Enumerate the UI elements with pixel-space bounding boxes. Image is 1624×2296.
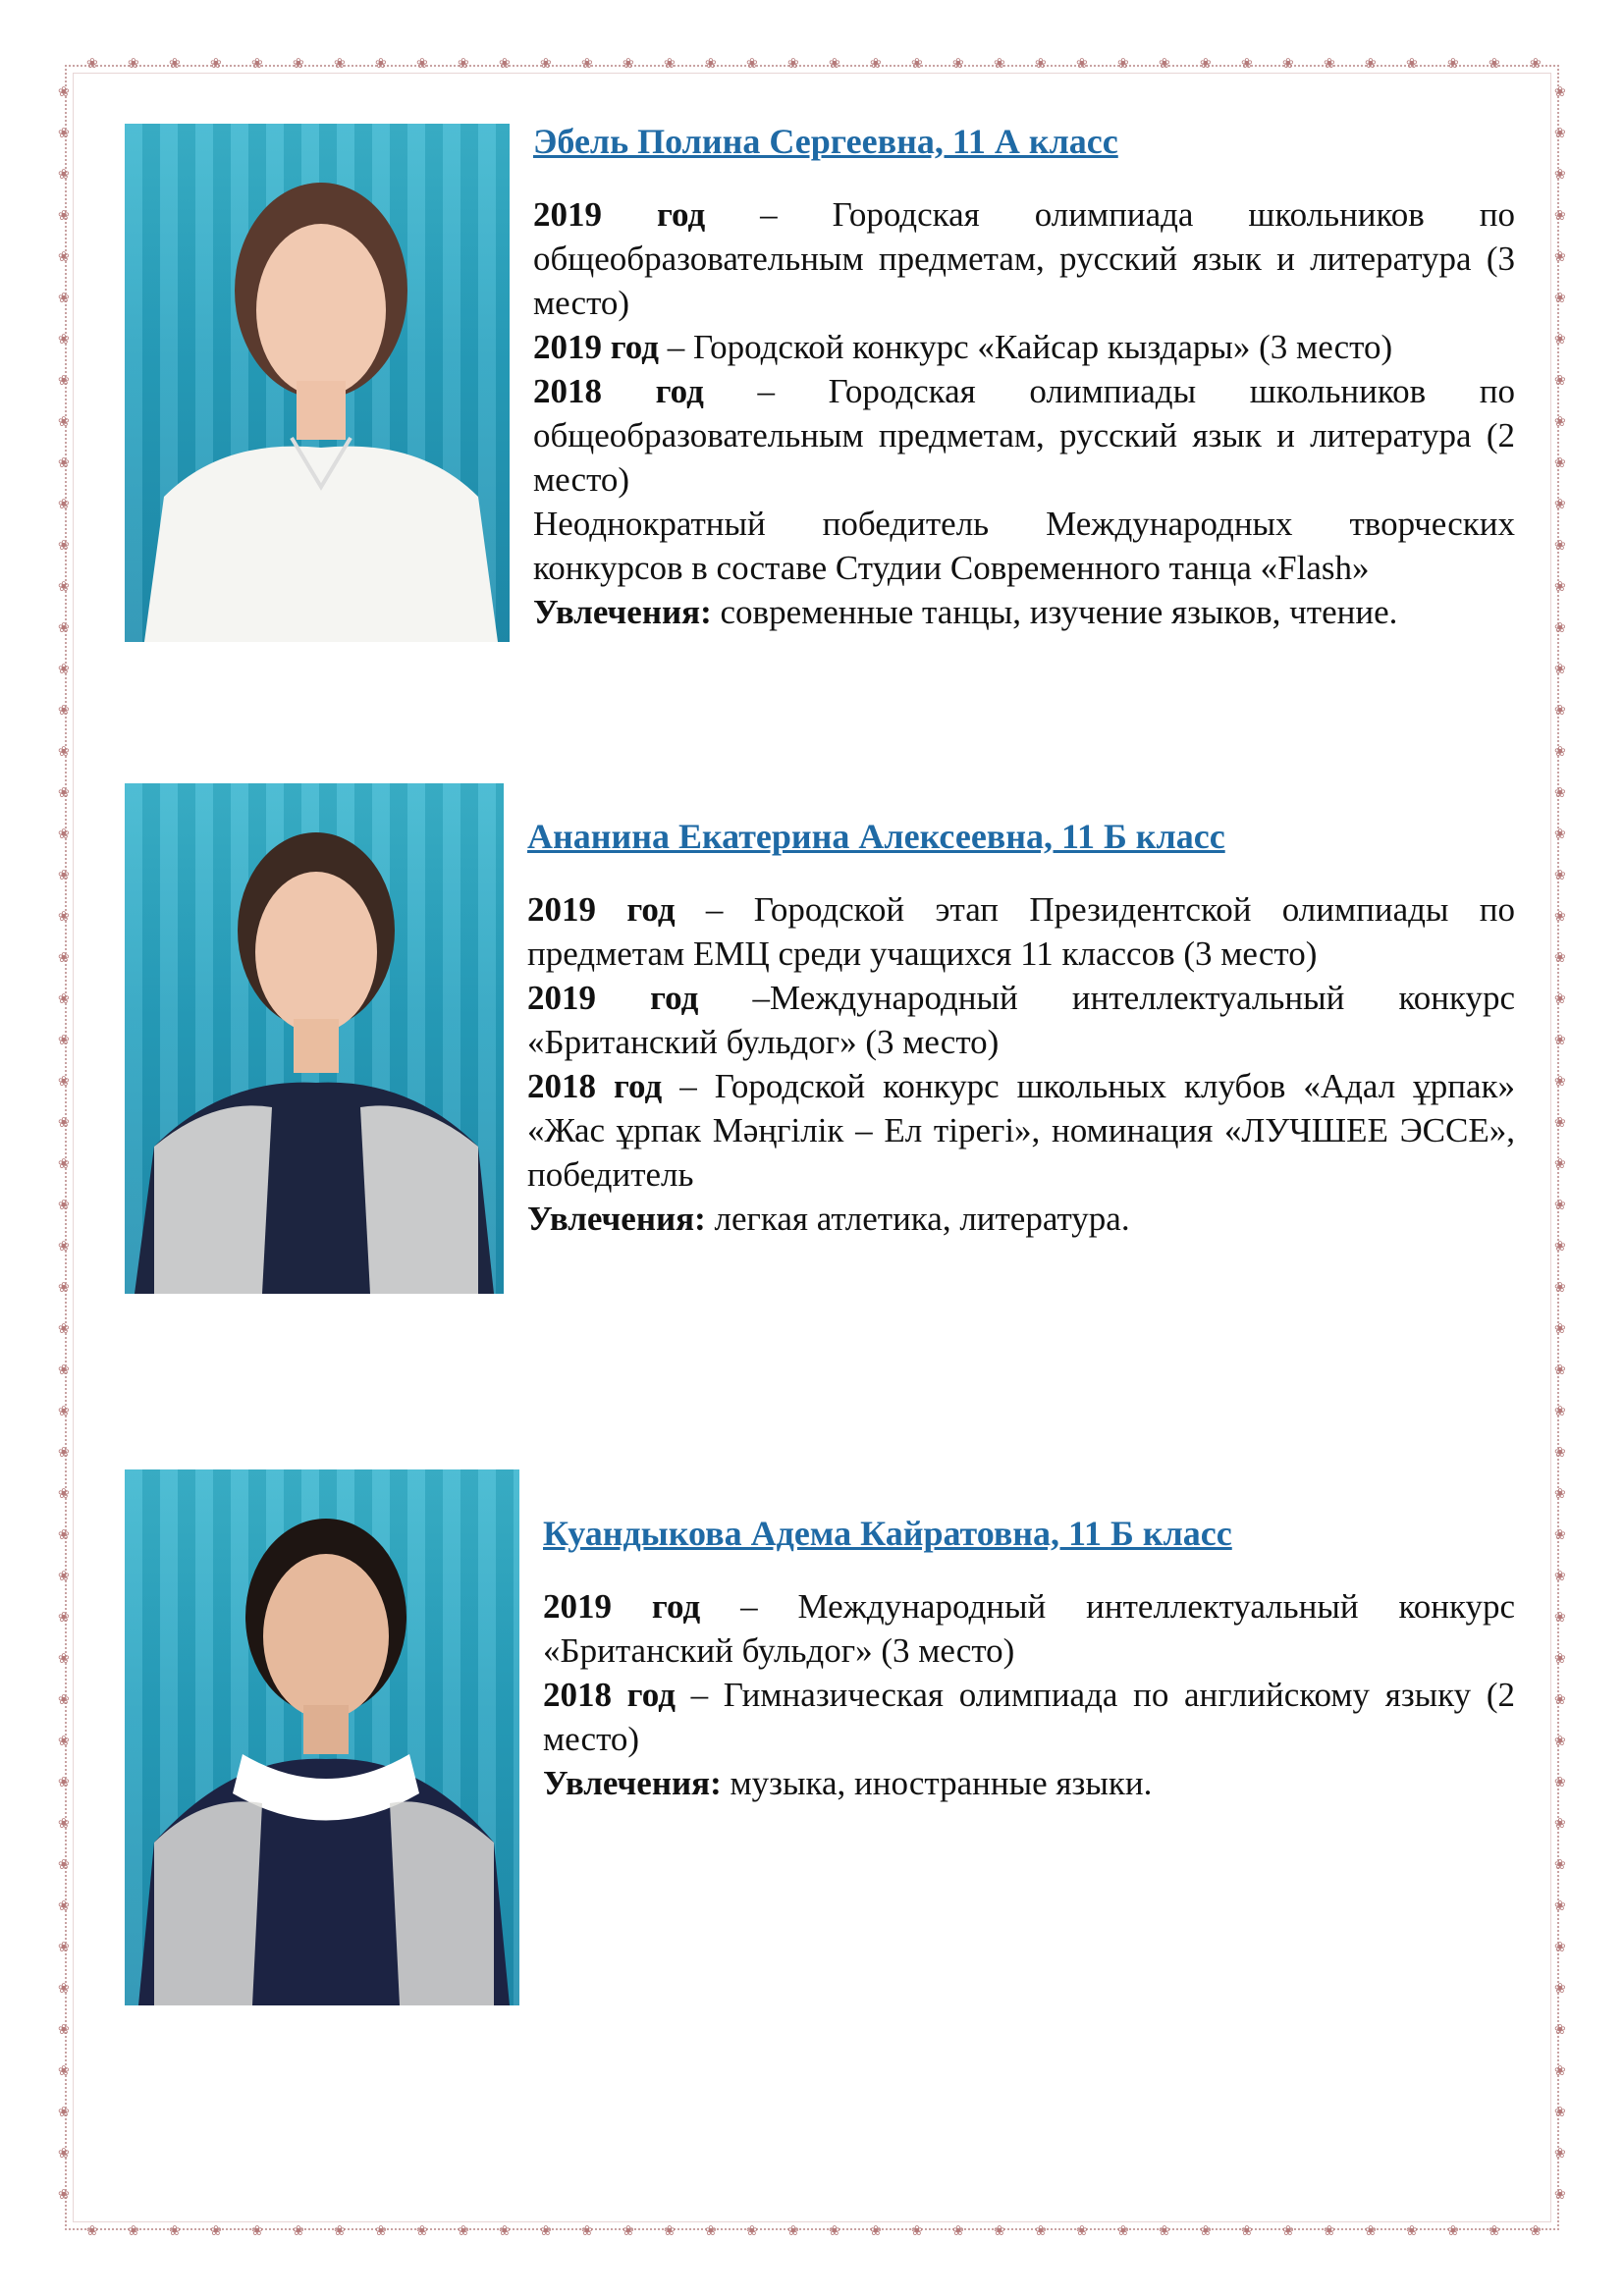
border-ornament-icon: ❀ — [58, 1281, 70, 1296]
border-ornament-icon: ❀ — [1200, 2224, 1212, 2239]
border-ornament-icon: ❀ — [1554, 1363, 1566, 1378]
border-ornament-icon: ❀ — [58, 621, 70, 636]
border-ornament-icon: ❀ — [1035, 57, 1047, 72]
border-ornament-icon: ❀ — [870, 2224, 882, 2239]
border-ornament-icon: ❀ — [251, 57, 263, 72]
portrait-silhouette — [125, 124, 510, 642]
border-ornament-icon: ❀ — [911, 57, 923, 72]
border-ornament-icon: ❀ — [1035, 2224, 1047, 2239]
achievement-year: 2018 год — [543, 1676, 676, 1714]
achievement-year: 2019 год — [527, 890, 676, 929]
achievement-year: 2019 год — [543, 1587, 701, 1626]
student-photo — [125, 124, 510, 642]
border-ornament-icon: ❀ — [952, 2224, 964, 2239]
student-name[interactable]: Куандыкова Адема Кайратовна, 11 Б класс — [543, 1514, 1232, 1553]
border-ornament-icon: ❀ — [58, 85, 70, 100]
border-ornament-icon: ❀ — [1554, 415, 1566, 430]
hobbies-text: музыка, иностранные языки. — [721, 1764, 1153, 1802]
border-ornament-icon: ❀ — [1554, 1240, 1566, 1255]
border-ornament-icon: ❀ — [1554, 992, 1566, 1007]
border-ornament-icon: ❀ — [540, 57, 552, 72]
border-ornament-icon: ❀ — [375, 57, 387, 72]
border-ornament-icon: ❀ — [1241, 57, 1253, 72]
student-name[interactable]: Ананина Екатерина Алексеевна, 11 Б класс — [527, 817, 1225, 856]
hobbies-label: Увлечения: — [543, 1764, 722, 1802]
achievement — [533, 325, 1515, 369]
border-ornament-icon: ❀ — [1554, 621, 1566, 636]
border-ornament-icon: ❀ — [1554, 1405, 1566, 1419]
border-ornament-icon: ❀ — [58, 828, 70, 842]
border-ornament-icon: ❀ — [58, 1652, 70, 1667]
border-ornament-icon: ❀ — [705, 57, 717, 72]
border-ornament-icon: ❀ — [1554, 168, 1566, 183]
border-ornament-icon: ❀ — [58, 663, 70, 677]
border-ornament-icon: ❀ — [58, 292, 70, 306]
achievement-text: – Гимназическая олимпиада по английскому языку (2 место) — [543, 1676, 1515, 1758]
border-ornament-icon: ❀ — [1554, 2023, 1566, 2038]
border-ornament-icon: ❀ — [58, 704, 70, 719]
border-ornament-icon: ❀ — [1554, 1322, 1566, 1337]
border-ornament-icon: ❀ — [58, 374, 70, 389]
border-ornament-icon: ❀ — [58, 1528, 70, 1543]
border-ornament-icon: ❀ — [746, 2224, 758, 2239]
border-ornament-icon: ❀ — [1554, 910, 1566, 925]
border-ornament-icon: ❀ — [1282, 2224, 1294, 2239]
border-ornament-icon: ❀ — [293, 2224, 304, 2239]
border-ornament-icon: ❀ — [1554, 1116, 1566, 1131]
student-photo — [125, 783, 504, 1294]
border-ornament-icon: ❀ — [58, 1157, 70, 1172]
border-ornament-icon: ❀ — [58, 869, 70, 883]
border-ornament-icon: ❀ — [994, 57, 1005, 72]
border-ornament-icon: ❀ — [705, 2224, 717, 2239]
border-ornament-icon: ❀ — [1554, 1487, 1566, 1502]
entry-text — [543, 1512, 1515, 1805]
border-ornament-icon: ❀ — [1554, 1528, 1566, 1543]
achievement — [527, 1064, 1515, 1197]
border-ornament-icon: ❀ — [58, 333, 70, 347]
border-ornament-icon: ❀ — [1076, 57, 1088, 72]
achievement-year: 2018 год — [527, 1067, 663, 1105]
border-ornament-icon: ❀ — [1530, 57, 1542, 72]
border-ornament-icon: ❀ — [458, 2224, 469, 2239]
border-ornament-icon: ❀ — [1554, 85, 1566, 100]
border-ornament-icon: ❀ — [1447, 2224, 1459, 2239]
border-ornament-icon: ❀ — [787, 2224, 799, 2239]
border-ornament-icon: ❀ — [58, 1817, 70, 1832]
border-ornament-icon: ❀ — [58, 498, 70, 512]
border-ornament-icon: ❀ — [1554, 127, 1566, 141]
achievement-year: 2018 год — [533, 372, 704, 410]
border-ornament-icon: ❀ — [58, 1034, 70, 1048]
border-ornament-icon: ❀ — [1324, 2224, 1335, 2239]
achievement-text: – Городской конкурс «Кайсар кыздары» (3 место) — [658, 328, 1393, 366]
border-ornament-icon: ❀ — [58, 1899, 70, 1914]
border-ornament-icon: ❀ — [1447, 57, 1459, 72]
achievement — [533, 502, 1515, 590]
border-ornament-icon: ❀ — [1554, 1652, 1566, 1667]
achievement — [543, 1584, 1515, 1673]
border-ornament-icon: ❀ — [58, 1199, 70, 1213]
hobbies — [543, 1761, 1515, 1805]
border-ornament-icon: ❀ — [1554, 456, 1566, 471]
border-ornament-icon: ❀ — [58, 1570, 70, 1584]
achievement-text: – Городская олимпиады школьников по общеобразовательным предметам, русский язык и литература (2 место) — [533, 372, 1516, 499]
border-ornament-icon: ❀ — [1554, 580, 1566, 595]
hobbies-text: легкая атлетика, литература. — [705, 1200, 1130, 1238]
border-ornament-icon: ❀ — [251, 2224, 263, 2239]
border-ornament-icon: ❀ — [1554, 292, 1566, 306]
border-ornament-icon: ❀ — [1554, 1817, 1566, 1832]
border-ornament-icon: ❀ — [58, 1446, 70, 1461]
border-ornament-icon: ❀ — [416, 57, 428, 72]
border-ornament-icon: ❀ — [1554, 1899, 1566, 1914]
border-ornament-icon: ❀ — [952, 57, 964, 72]
border-ornament-icon: ❀ — [1365, 2224, 1377, 2239]
border-ornament-icon: ❀ — [1554, 828, 1566, 842]
border-ornament-icon: ❀ — [1117, 2224, 1129, 2239]
border-ornament-icon: ❀ — [1554, 1982, 1566, 1997]
border-ornament-icon: ❀ — [58, 250, 70, 265]
border-ornament-icon: ❀ — [58, 1611, 70, 1626]
border-ornament-icon: ❀ — [1554, 1941, 1566, 1955]
border-ornament-icon: ❀ — [1530, 2224, 1542, 2239]
border-ornament-icon: ❀ — [1554, 333, 1566, 347]
border-ornament-icon: ❀ — [1554, 498, 1566, 512]
border-ornament-icon: ❀ — [1365, 57, 1377, 72]
border-ornament-icon: ❀ — [58, 1693, 70, 1708]
portrait-silhouette — [125, 1469, 519, 2005]
border-ornament-icon: ❀ — [58, 456, 70, 471]
border-ornament-icon: ❀ — [1554, 2188, 1566, 2203]
border-ornament-icon: ❀ — [499, 57, 511, 72]
achievement-text: – Городская олимпиада школьников по общеобразовательным предметам, русский язык и литература (3 место) — [533, 195, 1515, 322]
border-ornament-icon: ❀ — [210, 57, 222, 72]
border-ornament-icon: ❀ — [911, 2224, 923, 2239]
entry-text — [533, 120, 1515, 634]
border-ornament-icon: ❀ — [1554, 2106, 1566, 2120]
achievement-year: 2019 год — [533, 195, 706, 234]
border-ornament-icon: ❀ — [1489, 57, 1500, 72]
hobbies-label: Увлечения: — [533, 593, 712, 631]
border-ornament-icon: ❀ — [58, 2023, 70, 2038]
border-ornament-icon: ❀ — [293, 57, 304, 72]
border-ornament-icon: ❀ — [58, 1735, 70, 1749]
border-ornament-icon: ❀ — [1554, 1157, 1566, 1172]
border-ornament-icon: ❀ — [1554, 1281, 1566, 1296]
border-ornament-icon: ❀ — [1554, 1776, 1566, 1790]
border-ornament-icon: ❀ — [58, 1405, 70, 1419]
border-ornament-icon: ❀ — [1554, 2064, 1566, 2079]
border-ornament-icon: ❀ — [169, 57, 181, 72]
achievement — [527, 976, 1515, 1064]
border-ornament-icon: ❀ — [1554, 1570, 1566, 1584]
border-ornament-icon: ❀ — [58, 951, 70, 966]
achievement-text: – Городской конкурс школьных клубов «Адал ұрпак» «Жас ұрпак Мәңгілік – Ел тірегі», номинация «ЛУЧШЕЕ ЭССЕ», победитель — [527, 1067, 1515, 1194]
border-ornament-icon: ❀ — [1554, 1611, 1566, 1626]
border-ornament-icon: ❀ — [58, 1776, 70, 1790]
border-ornament-icon: ❀ — [829, 57, 840, 72]
border-ornament-icon: ❀ — [1241, 2224, 1253, 2239]
border-ornament-icon: ❀ — [58, 127, 70, 141]
border-ornament-icon: ❀ — [1554, 2147, 1566, 2162]
hobbies — [527, 1197, 1515, 1241]
achievement-year: 2019 год — [527, 979, 699, 1017]
border-ornament-icon: ❀ — [58, 415, 70, 430]
border-ornament-icon: ❀ — [58, 1322, 70, 1337]
border-ornament-icon: ❀ — [58, 209, 70, 224]
border-ornament-icon: ❀ — [1554, 745, 1566, 760]
border-ornament-icon: ❀ — [58, 2106, 70, 2120]
border-ornament-icon: ❀ — [1554, 1034, 1566, 1048]
achievement — [527, 887, 1515, 976]
achievement-text: – Городской этап Президентской олимпиады по предметам ЕМЦ среди учащихся 11 классов (3 место) — [527, 890, 1516, 973]
border-ornament-icon: ❀ — [1489, 2224, 1500, 2239]
hobbies-label: Увлечения: — [527, 1200, 706, 1238]
border-ornament-icon: ❀ — [128, 2224, 139, 2239]
border-ornament-icon: ❀ — [58, 539, 70, 554]
portrait-silhouette — [125, 783, 504, 1294]
border-ornament-icon: ❀ — [1406, 57, 1418, 72]
border-ornament-icon: ❀ — [210, 2224, 222, 2239]
border-ornament-icon: ❀ — [1554, 374, 1566, 389]
border-ornament-icon: ❀ — [58, 910, 70, 925]
border-ornament-icon: ❀ — [829, 2224, 840, 2239]
achievement-year: 2019 год — [533, 328, 659, 366]
achievement — [543, 1673, 1515, 1761]
border-ornament-icon: ❀ — [1117, 57, 1129, 72]
border-ornament-icon: ❀ — [1406, 2224, 1418, 2239]
border-ornament-icon: ❀ — [58, 992, 70, 1007]
border-ornament-icon: ❀ — [1554, 1446, 1566, 1461]
border-ornament-icon: ❀ — [1554, 663, 1566, 677]
border-ornament-icon: ❀ — [1554, 250, 1566, 265]
border-ornament-icon: ❀ — [58, 2064, 70, 2079]
student-photo — [125, 1469, 519, 2005]
border-ornament-icon: ❀ — [623, 57, 634, 72]
border-ornament-icon: ❀ — [1554, 209, 1566, 224]
achievement-text: Неоднократный победитель Международных творческих конкурсов в составе Студии Современного танца «Flash» — [533, 505, 1515, 587]
border-ornament-icon: ❀ — [540, 2224, 552, 2239]
border-ornament-icon: ❀ — [664, 2224, 676, 2239]
border-ornament-icon: ❀ — [58, 1363, 70, 1378]
border-ornament-icon: ❀ — [86, 2224, 98, 2239]
student-name[interactable]: Эбель Полина Сергеевна, 11 А класс — [533, 122, 1118, 161]
border-ornament-icon: ❀ — [169, 2224, 181, 2239]
border-ornament-icon: ❀ — [58, 1075, 70, 1090]
border-ornament-icon: ❀ — [58, 1941, 70, 1955]
border-ornament-icon: ❀ — [334, 2224, 346, 2239]
border-ornament-icon: ❀ — [1200, 57, 1212, 72]
border-ornament-icon: ❀ — [58, 786, 70, 801]
border-ornament-icon: ❀ — [86, 57, 98, 72]
border-ornament-icon: ❀ — [1554, 1199, 1566, 1213]
border-ornament-icon: ❀ — [375, 2224, 387, 2239]
border-ornament-icon: ❀ — [1554, 1693, 1566, 1708]
border-ornament-icon: ❀ — [1159, 57, 1170, 72]
border-ornament-icon: ❀ — [1282, 57, 1294, 72]
border-ornament-icon: ❀ — [58, 2188, 70, 2203]
border-ornament-icon: ❀ — [58, 2147, 70, 2162]
border-ornament-icon: ❀ — [1554, 951, 1566, 966]
border-ornament-icon: ❀ — [58, 168, 70, 183]
border-ornament-icon: ❀ — [664, 57, 676, 72]
border-ornament-icon: ❀ — [1554, 539, 1566, 554]
border-ornament-icon: ❀ — [623, 2224, 634, 2239]
border-ornament-icon: ❀ — [1324, 57, 1335, 72]
border-ornament-icon: ❀ — [581, 57, 593, 72]
hobbies-text: современные танцы, изучение языков, чтение. — [711, 593, 1398, 631]
border-ornament-icon: ❀ — [1554, 1735, 1566, 1749]
achievement — [533, 192, 1515, 325]
border-ornament-icon: ❀ — [1554, 869, 1566, 883]
border-ornament-icon: ❀ — [58, 1116, 70, 1131]
border-ornament-icon: ❀ — [128, 57, 139, 72]
border-ornament-icon: ❀ — [787, 57, 799, 72]
border-ornament-icon: ❀ — [994, 2224, 1005, 2239]
achievement-text: –Международный интеллектуальный конкурс «Британский бульдог» (3 место) — [527, 979, 1515, 1061]
border-ornament-icon: ❀ — [58, 1858, 70, 1873]
achievement-text: – Международный интеллектуальный конкурс «Британский бульдог» (3 место) — [543, 1587, 1516, 1670]
border-ornament-icon: ❀ — [1554, 704, 1566, 719]
border-ornament-icon: ❀ — [334, 57, 346, 72]
border-ornament-icon: ❀ — [58, 1982, 70, 1997]
hobbies — [533, 590, 1515, 634]
border-ornament-icon: ❀ — [581, 2224, 593, 2239]
border-ornament-icon: ❀ — [58, 580, 70, 595]
border-ornament-icon: ❀ — [499, 2224, 511, 2239]
border-ornament-icon: ❀ — [58, 1487, 70, 1502]
border-ornament-icon: ❀ — [58, 745, 70, 760]
border-ornament-icon: ❀ — [1554, 1075, 1566, 1090]
border-ornament-icon: ❀ — [1159, 2224, 1170, 2239]
border-ornament-icon: ❀ — [416, 2224, 428, 2239]
border-ornament-icon: ❀ — [1554, 786, 1566, 801]
border-ornament-icon: ❀ — [58, 1240, 70, 1255]
border-ornament-icon: ❀ — [870, 57, 882, 72]
achievement — [533, 369, 1515, 502]
entry-text — [527, 815, 1515, 1241]
border-ornament-icon: ❀ — [746, 57, 758, 72]
border-ornament-icon: ❀ — [1554, 1858, 1566, 1873]
border-ornament-icon: ❀ — [1076, 2224, 1088, 2239]
border-ornament-icon: ❀ — [458, 57, 469, 72]
